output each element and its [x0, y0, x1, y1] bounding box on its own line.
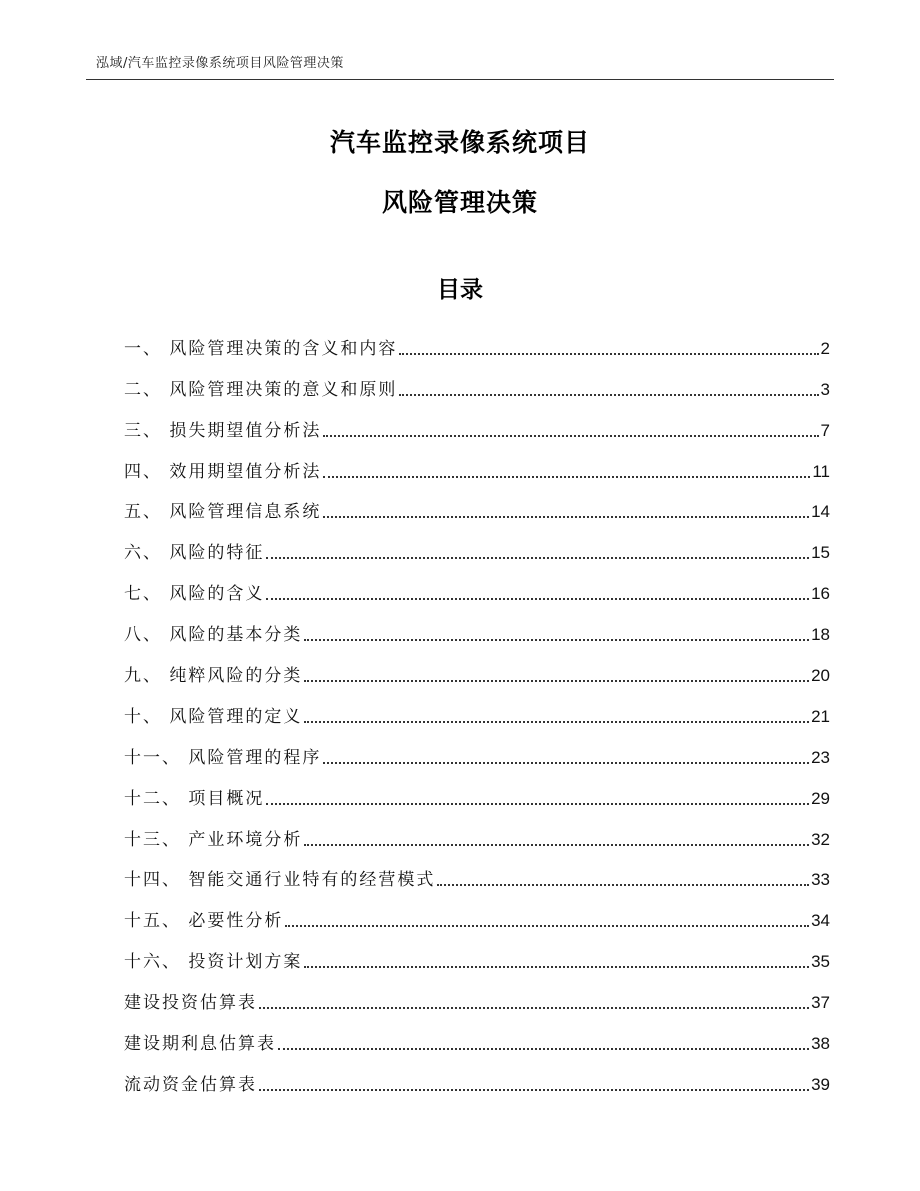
toc-entry[interactable] — [124, 604, 830, 645]
toc-entry-page-number: 33 — [811, 870, 830, 890]
toc-entry[interactable] — [124, 850, 830, 891]
toc-entry-page-number: 14 — [811, 502, 830, 522]
toc-entry[interactable] — [124, 482, 830, 523]
document-title-line-1: 汽车监控录像系统项目 — [329, 128, 590, 157]
toc-entry-page-number: 35 — [811, 952, 830, 972]
toc-entry-page-number: 38 — [811, 1034, 830, 1054]
toc-entry[interactable] — [124, 768, 830, 809]
toc-entry-page-number: 16 — [811, 584, 830, 604]
toc-entry-page-number: 20 — [811, 666, 830, 686]
toc-entry[interactable] — [124, 931, 830, 972]
toc-dot-leader — [399, 353, 818, 355]
toc-dot-leader — [259, 1089, 809, 1091]
toc-dot-leader — [323, 435, 818, 437]
toc-dot-leader — [285, 925, 809, 927]
toc-dot-leader — [304, 680, 809, 682]
toc-entry[interactable] — [124, 1013, 830, 1054]
toc-dot-leader — [323, 476, 810, 478]
toc-entry-label: 十二、 项目概况 — [124, 788, 265, 809]
toc-entry[interactable] — [124, 972, 830, 1013]
toc-dot-leader — [399, 394, 818, 396]
toc-entry-page-number: 11 — [812, 461, 830, 481]
toc-entry-label: 十三、 产业环境分析 — [124, 829, 303, 850]
toc-entry[interactable] — [124, 727, 830, 768]
toc-entry-page-number: 7 — [820, 420, 830, 440]
toc-entry-label: 十六、 投资计划方案 — [124, 952, 303, 973]
toc-entry[interactable] — [124, 441, 830, 482]
toc-heading: 目录 — [437, 277, 483, 303]
toc-entry-page-number: 34 — [811, 911, 830, 931]
toc-dot-leader — [304, 966, 809, 968]
running-header: 泓域/汽车监控录像系统项目风险管理决策 — [96, 56, 344, 71]
toc-entry-label: 十五、 必要性分析 — [124, 911, 284, 932]
toc-entry-label: 七、 风险的含义 — [124, 584, 265, 605]
toc-entry-label: 六、 风险的特征 — [124, 543, 265, 564]
toc-entry-label: 十一、 风险管理的程序 — [124, 747, 322, 768]
toc-entry-page-number: 15 — [811, 543, 830, 563]
header-rule — [86, 79, 834, 80]
toc-entry[interactable] — [124, 686, 830, 727]
toc-entry-label: 五、 风险管理信息系统 — [124, 502, 322, 523]
toc-dot-leader — [266, 598, 809, 600]
toc-dot-leader — [266, 557, 809, 559]
toc-entry[interactable] — [124, 359, 830, 400]
toc-entry-label: 建设投资估算表 — [124, 993, 257, 1014]
toc-dot-leader — [304, 844, 809, 846]
toc-entry-label: 一、 风险管理决策的含义和内容 — [124, 338, 398, 359]
toc-dot-leader — [278, 1048, 809, 1050]
toc-entry-label: 九、 纯粹风险的分类 — [124, 666, 303, 687]
toc-dot-leader — [259, 1007, 809, 1009]
toc-entry[interactable] — [124, 563, 830, 604]
toc-entry-page-number: 18 — [811, 625, 830, 645]
toc-entry-label: 八、 风险的基本分类 — [124, 625, 303, 646]
toc-entry-page-number: 23 — [811, 747, 830, 767]
toc-entry-label: 三、 损失期望值分析法 — [124, 420, 322, 441]
toc-entry-label: 四、 效用期望值分析法 — [124, 461, 322, 482]
toc-entry-label: 流动资金估算表 — [124, 1074, 257, 1095]
toc-entry[interactable] — [124, 1054, 830, 1095]
toc-entry[interactable] — [124, 400, 830, 441]
toc-entry-label: 十四、 智能交通行业特有的经营模式 — [124, 870, 436, 891]
document-title-line-2: 风险管理决策 — [381, 188, 538, 217]
toc-entry-page-number: 3 — [820, 379, 830, 399]
toc-entry-page-number: 32 — [811, 829, 830, 849]
toc-dot-leader — [304, 639, 809, 641]
toc-entry-page-number: 37 — [811, 993, 830, 1013]
toc-entry-label: 建设期利息估算表 — [124, 1034, 276, 1055]
toc-dot-leader — [323, 762, 809, 764]
table-of-contents — [124, 318, 830, 1095]
toc-entry-page-number: 39 — [811, 1074, 830, 1094]
toc-entry-label: 二、 风险管理决策的意义和原则 — [124, 379, 398, 400]
toc-entry-page-number: 21 — [811, 706, 830, 726]
toc-dot-leader — [323, 516, 809, 518]
toc-entry[interactable] — [124, 645, 830, 686]
toc-dot-leader — [437, 884, 809, 886]
toc-entry-page-number: 2 — [820, 338, 830, 358]
toc-entry[interactable] — [124, 318, 830, 359]
toc-entry-page-number: 29 — [811, 788, 830, 808]
toc-entry[interactable] — [124, 890, 830, 931]
toc-entry-label: 十、 风险管理的定义 — [124, 706, 303, 727]
toc-dot-leader — [304, 721, 809, 723]
toc-dot-leader — [266, 803, 809, 805]
toc-entry[interactable] — [124, 809, 830, 850]
toc-entry[interactable] — [124, 522, 830, 563]
